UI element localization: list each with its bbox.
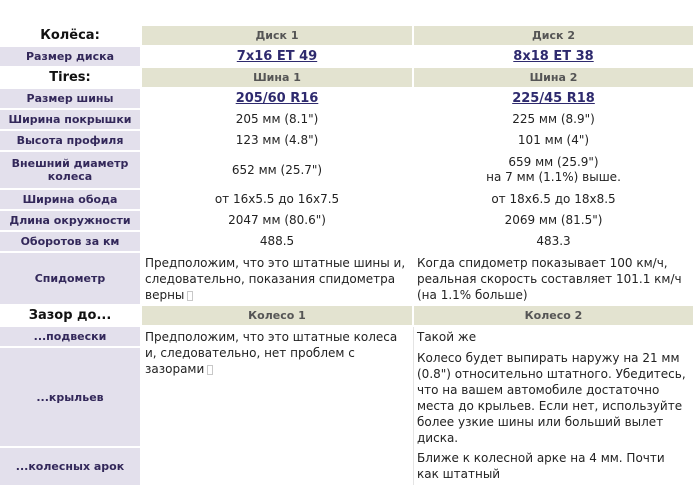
- suspension-wheel2: Такой же: [417, 330, 477, 344]
- tire2-diameter: [414, 152, 693, 188]
- tire2-header: Шина 2: [414, 68, 693, 87]
- revolutions-label: Оборотов за км: [0, 232, 140, 251]
- tire2-speedometer: Когда спидометр показывает 100 км/ч, реальная скорость составляет 101.1 км/ч (на 1.1% больше): [417, 256, 682, 302]
- tire1-speedometer: [142, 253, 412, 304]
- profile-label: Высота профиля: [0, 131, 140, 150]
- tires-section-label: Tires:: [0, 68, 140, 87]
- rim-width-label: Ширина обода: [0, 190, 140, 209]
- fender-label: ...крыльев: [0, 348, 140, 446]
- tire1-header: Шина 1: [142, 68, 412, 87]
- wheel2-header: Колесо 2: [414, 306, 693, 325]
- tire1-diameter: 652 мм (25.7"): [231, 162, 323, 177]
- wheel1-header: Колесо 1: [142, 306, 412, 325]
- tire2-diameter-value: 659 мм (25.9"): [508, 155, 599, 169]
- revolutions-row: [0, 232, 693, 251]
- tire2-rim-range: от 18x6.5 до 18x8.5: [491, 192, 616, 206]
- tire2-circumference: 2069 мм (81.5"): [504, 213, 603, 227]
- info-icon[interactable]: [187, 291, 193, 301]
- tire2-width: 225 мм (8.9"): [512, 112, 595, 126]
- speedometer-label: Спидометр: [0, 253, 140, 304]
- disc1-size-link[interactable]: 7x16 ET 49: [236, 49, 318, 64]
- wheel1-clearance-text: Предположим, что это штатные колеса и, следовательно, нет проблем с зазорами: [145, 330, 398, 376]
- suspension-label: ...подвески: [0, 327, 140, 346]
- disc2-header: Диск 2: [414, 26, 693, 45]
- arch-wheel2: Ближе к колесной арке на 4 мм. Почти как штатный: [417, 451, 665, 481]
- tires-header-row: [0, 68, 693, 87]
- tire1-revolutions: 488.5: [259, 234, 295, 248]
- circumference-row: [0, 211, 693, 230]
- speedometer-row: [0, 253, 693, 304]
- tire2-diameter-diff: на 7 мм (1.1%) выше.: [486, 170, 621, 184]
- wheel-arch-label: ...колесных арок: [0, 448, 140, 485]
- tire-width-row: [0, 110, 693, 129]
- diameter-row: [0, 152, 693, 188]
- clearance-section-label: Зазор до...: [0, 306, 140, 325]
- info-icon[interactable]: [207, 365, 213, 375]
- circumference-label: Длина окружности: [0, 211, 140, 230]
- wheels-header-row: [0, 26, 693, 45]
- disc2-size-link[interactable]: 8x18 ET 38: [513, 49, 594, 64]
- tire1-width: 205 мм (8.1"): [235, 112, 319, 126]
- diameter-label: Внешний диаметр колеса: [0, 152, 140, 188]
- disc-size-label: Размер диска: [0, 47, 140, 66]
- tire-size-row: [0, 89, 693, 108]
- fender-wheel2: Колесо будет выпирать наружу на 21 мм (0.8") относительно штатного. Убедитесь, что на вашем автомобиле достаточно места до крыльев. Если нет, используйте более узкие шины или больший вылет диска.: [417, 351, 686, 445]
- tire1-rim-range: от 16x5.5 до 16x7.5: [214, 192, 340, 206]
- rim-row: [0, 190, 693, 209]
- wheel1-clearance: [142, 327, 412, 379]
- wheels-section-label: Колёса:: [0, 26, 140, 45]
- tire2-size-link[interactable]: 225/45 R18: [512, 91, 595, 106]
- tire1-profile: 123 мм (4.8"): [235, 133, 319, 147]
- tire-size-label: Размер шины: [0, 89, 140, 108]
- tire2-revolutions: 483.3: [536, 234, 571, 248]
- tire1-size-link[interactable]: 205/60 R16: [235, 91, 319, 106]
- tire-width-label: Ширина покрышки: [0, 110, 140, 129]
- disc-size-row: [0, 47, 693, 66]
- tire1-speedometer-text: Предположим, что это штатные шины и, следовательно, показания спидометра верны: [145, 256, 406, 302]
- tire1-circumference: 2047 мм (80.6"): [228, 213, 326, 227]
- clearance-header-row: [0, 306, 693, 325]
- profile-row: [0, 131, 693, 150]
- disc1-header: Диск 1: [142, 26, 412, 45]
- tire2-profile: 101 мм (4"): [517, 133, 590, 147]
